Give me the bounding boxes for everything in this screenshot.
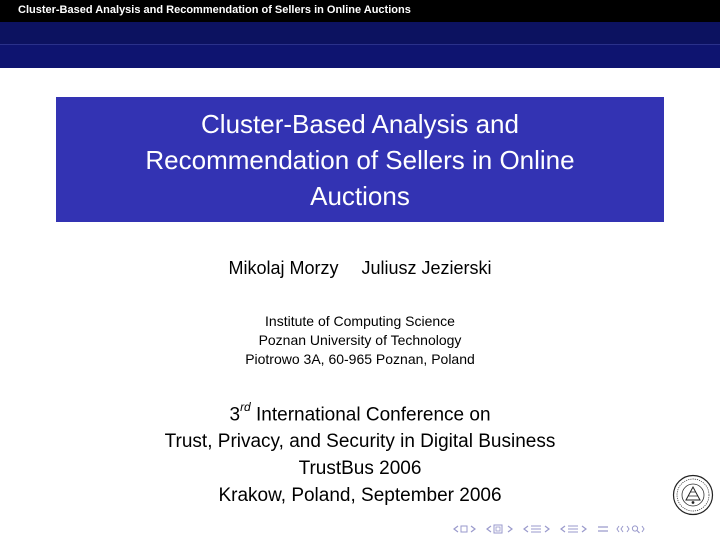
nav-frame-icons <box>453 524 479 534</box>
nav-search-icon <box>616 524 646 534</box>
affiliation-line-3: Piotrowo 3A, 60-965 Poznan, Poland <box>245 351 475 367</box>
conference-ordinal-suffix: rd <box>240 400 251 414</box>
title-box <box>56 97 664 222</box>
title-line-2: Recommendation of Sellers in Online <box>145 144 575 175</box>
header-band-bottom <box>0 45 720 68</box>
nav-section-group[interactable] <box>523 524 553 534</box>
university-seal-icon <box>672 474 714 516</box>
beamer-navigation <box>453 522 653 536</box>
conference-info <box>0 396 720 509</box>
title-line-1: Cluster-Based Analysis and <box>201 108 519 139</box>
nav-subsection-group[interactable] <box>486 524 516 534</box>
conference-ordinal: 3 <box>229 404 241 426</box>
nav-search-group[interactable] <box>616 524 646 534</box>
conference-line-1 <box>0 396 720 428</box>
conference-line-3: TrustBus 2006 <box>298 458 422 480</box>
nav-subsection-icons <box>486 524 516 534</box>
conference-line-2: Trust, Privacy, and Security in Digital Business <box>164 431 556 453</box>
nav-section-icons <box>523 524 553 534</box>
nav-doc-icons <box>560 524 590 534</box>
author-2: Juliusz Jezierski <box>361 258 492 278</box>
header-title: Cluster-Based Analysis and Recommendation of Sellers in Online Auctions <box>18 4 411 16</box>
nav-align-icon <box>597 524 609 534</box>
affiliation-line-2: Poznan University of Technology <box>258 332 462 348</box>
author-list <box>0 258 720 279</box>
conference-line-4: Krakow, Poland, September 2006 <box>218 485 502 507</box>
slide-title <box>80 106 640 214</box>
header-bar <box>0 0 720 22</box>
affiliation <box>0 312 720 369</box>
title-line-3: Auctions <box>310 180 410 211</box>
author-1: Mikolaj Morzy <box>228 258 339 278</box>
header-band-top <box>0 22 720 45</box>
nav-doc-group[interactable] <box>560 524 590 534</box>
affiliation-line-1: Institute of Computing Science <box>265 313 455 329</box>
nav-align-group[interactable] <box>597 524 609 534</box>
nav-frame-group[interactable] <box>453 524 479 534</box>
conference-name-start: International Conference on <box>250 404 491 426</box>
